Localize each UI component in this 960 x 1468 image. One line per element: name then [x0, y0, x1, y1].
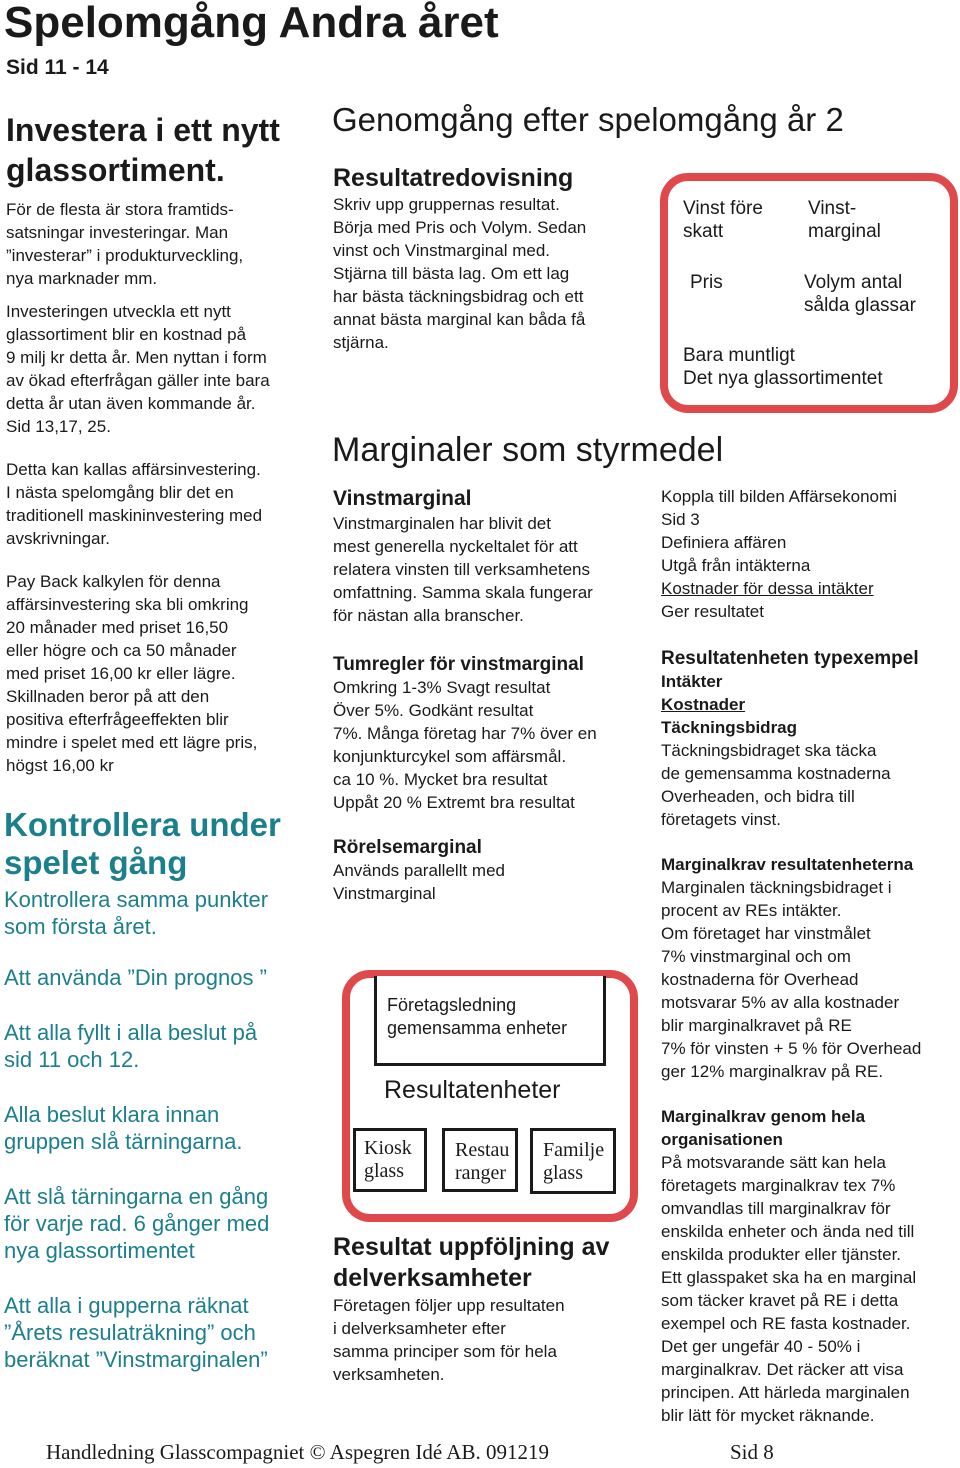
box-oral-label: Bara muntligt Det nya glassortimentet [683, 345, 883, 389]
box-volume-label: Volym antal sålda glassar [804, 272, 916, 316]
revenue-label: Intäkter [661, 672, 723, 691]
control-item: Att alla i gupperna räknat ”Årets resulaträkning” och beräknat ”Vinstmarginalen” [4, 1293, 268, 1372]
invest-title: Investera i ett nytt glassortiment. [6, 112, 280, 188]
margins-section [333, 486, 653, 905]
org-unit-label: Kiosk glass [364, 1137, 412, 1182]
margin-req-title: Marginalkrav resultatenheterna [661, 855, 914, 874]
result-text: Skriv upp gruppernas resultat. Börja med Pris och Volym. Sedan vinst och Vinstmarginal med. Stjärna till bästa lag. Om ett lag har bästa täckningsbidrag och ett annat bästa marginal kan båda få stjärna. [333, 195, 587, 352]
org-units-label: Resultatenheter [384, 1076, 561, 1104]
page-subtitle: Sid 11 - 14 [6, 56, 109, 79]
costs-label: Kostnader [661, 695, 746, 714]
org-top-label: Företagsledning gemensamma enheter [387, 995, 568, 1038]
footer-page-number: Sid 8 [730, 1440, 774, 1464]
box-price-label: Pris [690, 272, 723, 293]
control-section [4, 806, 334, 1373]
rules-text: Omkring 1-3% Svagt resultat Över 5%. Godkänt resultat 7%. Många företag har 7% över en konjunkturcykel som affärsmål. ca 10 %. Mycket bra resultat Uppåt 20 % Extremt bra resultat [333, 678, 597, 812]
control-item: Att använda ”Din prognos ” [4, 965, 267, 990]
org-unit-label: Restau ranger [455, 1139, 510, 1184]
summary-box [660, 173, 958, 413]
left-column [6, 110, 326, 777]
rm-text: Används parallellt med Vinstmarginal [333, 861, 505, 903]
contribution-text: Täckningsbidraget ska täcka de gemensamma kostnaderna Overheaden, och bidra till företagets vinst. [661, 741, 891, 829]
vm-text: Vinstmarginalen har blivit det mest generella nyckeltalet för att relatera vinsten till verksamhetens omfattning. Samma skala fungerar för nästan alla branscher. [333, 514, 593, 625]
unit-title: Resultatenheten typexempel [661, 648, 919, 669]
margin-req-text: Marginalen täckningsbidraget i procent av REs intäkter. Om företaget har vinstmålet 7% vinstmarginal och om kostnaderna för Overhead motsvarar 5% av alla kostnader blir marginalkravet på RE 7% för vinsten + 5 % för Overhead ger 12% marginalkrav på RE. [661, 878, 922, 1081]
business-text: Koppla till bilden Affärsekonomi Sid 3 Definiera affären Utgå från intäkterna Kostnader för dessa intäkter Ger resultatet [661, 487, 897, 621]
result-title: Resultatredovisning [333, 164, 574, 192]
org-req-text: På motsvarande sätt kan hela företagets marginalkrav tex 7% omvandlas till marginalkrav för enskilda enheter och ända ned till enskilda produkter eller tjänster. Ett glasspaket ska ha en marginal som täcker kravet på RE i detta exempel och RE fasta kostnader. Det ger ungefär 40 - 50% i marginalkrav. Det räcker att visa principen. Att härleda marginalen blir lätt för mycket räknande. [661, 1153, 917, 1425]
control-item: Att slå tärningarna en gång för varje rad. 6 gånger med nya glassortimentet [4, 1184, 270, 1263]
org-diagram [342, 970, 638, 1222]
org-unit-family [530, 1128, 616, 1194]
footer-credit: Handledning Glasscompagniet © Aspegren Idé AB. 091219 [46, 1440, 549, 1464]
margins-title: Marginaler som styrmedel [332, 431, 724, 469]
control-item: Alla beslut klara innan gruppen slå tärningarna. [4, 1102, 243, 1154]
contribution-label: Täckningsbidrag [661, 718, 798, 737]
page-title: Spelomgång Andra året [4, 0, 499, 47]
invest-paragraph-4: Pay Back kalkylen för denna affärsinvestering ska bli omkring 20 månader med priset 16,50 eller högre och ca 50 månader med priset 16,00 kr eller lägre. Skillnaden beror på att den positiva efterfrågeeffekten blir mindre i spelet med ett lägre pris, högst 16,00 kr [6, 572, 258, 775]
follow-section [333, 1232, 653, 1386]
org-unit-label: Familje glass [543, 1139, 605, 1184]
vm-title: Vinstmarginal [333, 487, 472, 510]
org-top-box [374, 976, 606, 1066]
box-margin-label: Vinst- marginal [808, 198, 881, 242]
control-title: Kontrollera under spelet gång [4, 806, 281, 881]
box-profit-label: Vinst före skatt [683, 198, 763, 242]
control-item: Att alla fyllt i alla beslut på sid 11 och 12. [4, 1020, 258, 1072]
org-unit-kiosk [353, 1128, 427, 1192]
control-subtitle: Kontrollera samma punkter som första året. [4, 887, 269, 939]
follow-title: Resultat uppföljning av delverksamheter [333, 1233, 610, 1292]
org-unit-restaurant [442, 1128, 518, 1192]
invest-paragraph-3: Detta kan kallas affärsinvestering. I nästa spelomgång blir det en traditionell maskininvestering med avskrivningar. [6, 460, 263, 548]
invest-paragraph-2: Investeringen utveckla ett nytt glassortiment blir en kostnad på 9 milj kr detta år. Men nyttan i form av ökad efterfrågan gäller inte bara detta år utan även kommande år. Sid 13,17, 25. [6, 302, 270, 436]
rm-title: Rörelsemarginal [333, 837, 482, 858]
org-req-title: Marginalkrav genom hela organisationen [661, 1107, 866, 1149]
follow-text: Företagen följer upp resultaten i delverksamheter efter samma principer som för hela verksamheten. [333, 1296, 565, 1384]
right-column [661, 485, 957, 1427]
review-title: Genomgång efter spelomgång år 2 [332, 101, 844, 138]
rules-title: Tumregler för vinstmarginal [333, 654, 584, 675]
result-section [333, 164, 653, 354]
invest-paragraph-1: För de flesta är stora framtids- satsningar investeringar. Man ”investerar” i produkturveckling, nya marknader mm. [6, 200, 244, 288]
